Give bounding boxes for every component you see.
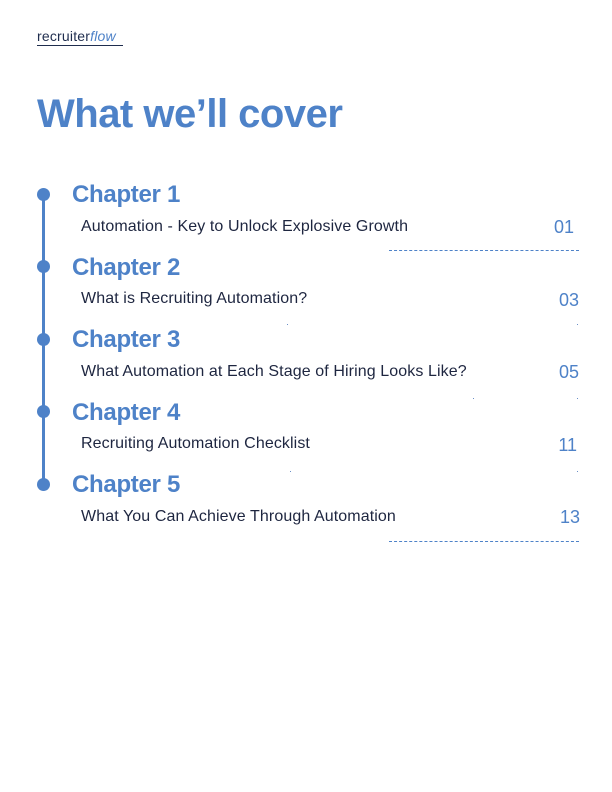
chapter-3-page[interactable]: 05 bbox=[558, 362, 579, 382]
chapter-3-leader-mark-2 bbox=[577, 398, 578, 399]
chapter-3-title[interactable]: Chapter 3 bbox=[72, 326, 180, 353]
chapter-1-title[interactable]: Chapter 1 bbox=[72, 181, 180, 208]
timeline-dot-5 bbox=[37, 478, 50, 491]
timeline-dot-1 bbox=[37, 188, 50, 201]
chapter-3-subtitle[interactable]: What Automation at Each Stage of Hiring Looks Like? bbox=[81, 363, 467, 380]
logo-word-flow: flow bbox=[90, 28, 116, 44]
chapter-5-title[interactable]: Chapter 5 bbox=[72, 471, 180, 498]
logo-underline bbox=[37, 45, 123, 46]
chapter-5-dash-leader bbox=[389, 541, 579, 542]
timeline-dot-2 bbox=[37, 260, 50, 273]
chapter-3-leader-mark-1 bbox=[473, 398, 474, 399]
chapter-1-dash-leader bbox=[389, 250, 579, 251]
chapter-2-leader-mark-1 bbox=[287, 324, 288, 325]
chapter-2-title[interactable]: Chapter 2 bbox=[72, 254, 180, 281]
chapter-4-page[interactable]: 11 bbox=[558, 435, 577, 455]
page-title: What we’ll cover bbox=[37, 92, 343, 136]
chapter-1-page[interactable]: 01 bbox=[553, 217, 574, 237]
chapter-4-subtitle[interactable]: Recruiting Automation Checklist bbox=[81, 435, 310, 452]
chapter-4-leader-mark-1 bbox=[290, 471, 291, 472]
chapter-2-leader-mark-2 bbox=[577, 324, 578, 325]
timeline-dot-4 bbox=[37, 405, 50, 418]
chapter-5-subtitle[interactable]: What You Can Achieve Through Automation bbox=[81, 508, 396, 525]
recruiterflow-logo bbox=[37, 28, 116, 48]
chapter-5-page[interactable]: 13 bbox=[559, 507, 580, 527]
chapter-1-subtitle[interactable]: Automation - Key to Unlock Explosive Growth bbox=[81, 218, 409, 235]
chapter-4-leader-mark-2 bbox=[577, 471, 578, 472]
chapter-4-title[interactable]: Chapter 4 bbox=[72, 399, 180, 426]
logo-text bbox=[37, 28, 116, 44]
timeline-dot-3 bbox=[37, 333, 50, 346]
chapter-2-subtitle[interactable]: What is Recruiting Automation? bbox=[81, 290, 308, 307]
chapter-2-page[interactable]: 03 bbox=[558, 290, 579, 310]
logo-word-recruiter: recruiter bbox=[37, 28, 91, 44]
